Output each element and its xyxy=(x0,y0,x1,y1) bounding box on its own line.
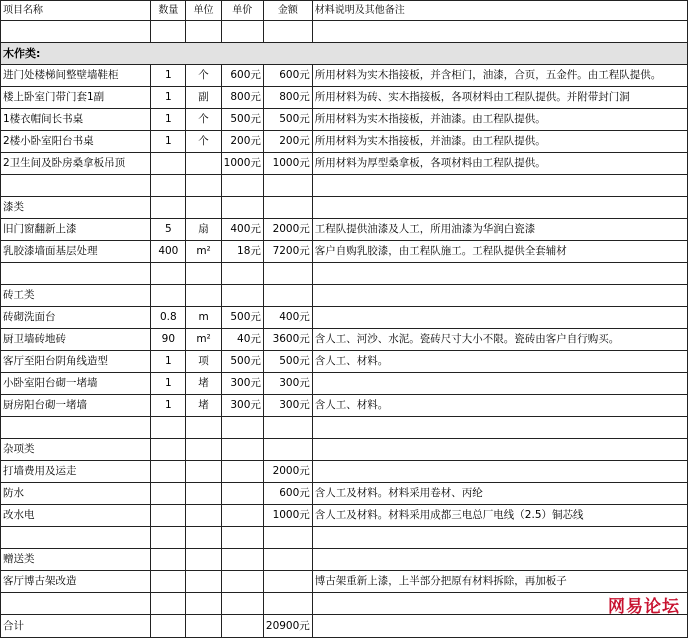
item-unit: m² xyxy=(186,241,221,263)
item-price: 800元 xyxy=(221,87,263,109)
item-price xyxy=(221,461,263,483)
item-qty: 1 xyxy=(151,109,186,131)
table-row xyxy=(1,87,688,109)
total-label: 合计 xyxy=(1,615,151,638)
item-amount: 400元 xyxy=(263,307,312,329)
blank-row xyxy=(1,21,688,43)
item-note: 所用材料为砖、实木指接板，各项材料由工程队提供。并附带封门洞 xyxy=(312,87,687,109)
section-label: 砖工类 xyxy=(1,285,151,307)
item-qty xyxy=(151,505,186,527)
item-note: 含人工、材料。 xyxy=(312,395,687,417)
item-note: 所用材料为实木指接板，并油漆。由工程队提供。 xyxy=(312,131,687,153)
section-qi xyxy=(1,197,688,219)
header-qty: 数量 xyxy=(151,1,186,21)
table-row xyxy=(1,131,688,153)
item-unit xyxy=(186,571,221,593)
item-name: 楼上卧室门带门套1副 xyxy=(1,87,151,109)
table-row xyxy=(1,329,688,351)
blank-row xyxy=(1,527,688,549)
item-qty: 5 xyxy=(151,219,186,241)
item-note: 客户自购乳胶漆，由工程队施工。工程队提供全套辅材 xyxy=(312,241,687,263)
header-row xyxy=(1,1,688,21)
item-qty: 1 xyxy=(151,395,186,417)
item-qty xyxy=(151,483,186,505)
item-note: 含人工、河沙、水泥。瓷砖尺寸大小不限。瓷砖由客户自行购买。 xyxy=(312,329,687,351)
item-price xyxy=(221,505,263,527)
table-row xyxy=(1,505,688,527)
item-amount: 500元 xyxy=(263,109,312,131)
item-note xyxy=(312,373,687,395)
item-note: 博古架重新上漆，上半部分把原有材料拆除，再加板子 xyxy=(312,571,687,593)
item-unit: 扇 xyxy=(186,219,221,241)
item-name: 进门处楼梯间整壁墙鞋柜 xyxy=(1,65,151,87)
item-amount: 800元 xyxy=(263,87,312,109)
item-price: 300元 xyxy=(221,373,263,395)
item-note: 含人工及材料。材料采用卷材、丙纶 xyxy=(312,483,687,505)
item-note: 所用材料为实木指接板，并含柜门，油漆，合页，五金件。由工程队提供。 xyxy=(312,65,687,87)
watermark-logo: 网易论坛 xyxy=(608,597,680,617)
item-qty: 0.8 xyxy=(151,307,186,329)
item-amount: 600元 xyxy=(263,483,312,505)
table-row xyxy=(1,65,688,87)
item-note: 含人工及材料。材料采用成都三电总厂电线（2.5）铜芯线 xyxy=(312,505,687,527)
item-amount: 3600元 xyxy=(263,329,312,351)
section-label: 赠送类 xyxy=(1,549,151,571)
blank-row xyxy=(1,417,688,439)
item-amount: 7200元 xyxy=(263,241,312,263)
item-price: 1000元 xyxy=(221,153,263,175)
item-name: 防水 xyxy=(1,483,151,505)
section-label: 木作类: xyxy=(1,43,688,65)
table-row xyxy=(1,307,688,329)
item-name: 小卧室阳台砌一堵墙 xyxy=(1,373,151,395)
item-amount: 1000元 xyxy=(263,505,312,527)
table-row xyxy=(1,395,688,417)
item-note xyxy=(312,461,687,483)
item-amount: 200元 xyxy=(263,131,312,153)
item-note: 所用材料为厚型桑拿板，各项材料由工程队提供。 xyxy=(312,153,687,175)
item-qty xyxy=(151,153,186,175)
table-row xyxy=(1,153,688,175)
item-name: 1楼衣帽间长书桌 xyxy=(1,109,151,131)
item-unit xyxy=(186,461,221,483)
item-name: 2楼小卧室阳台书桌 xyxy=(1,131,151,153)
item-unit xyxy=(186,505,221,527)
section-mucai xyxy=(1,43,688,65)
header-amount: 金额 xyxy=(263,1,312,21)
blank-row xyxy=(1,593,688,615)
table-row xyxy=(1,241,688,263)
item-price xyxy=(221,571,263,593)
item-price: 40元 xyxy=(221,329,263,351)
section-zhuan xyxy=(1,285,688,307)
header-note: 材料说明及其他备注 xyxy=(312,1,687,21)
section-zengsong xyxy=(1,549,688,571)
header-unit: 单位 xyxy=(186,1,221,21)
item-name: 客厅至阳台阴角线造型 xyxy=(1,351,151,373)
item-unit xyxy=(186,153,221,175)
item-qty: 90 xyxy=(151,329,186,351)
item-unit: 个 xyxy=(186,131,221,153)
item-name: 砖砌洗面台 xyxy=(1,307,151,329)
item-qty: 1 xyxy=(151,131,186,153)
item-amount: 600元 xyxy=(263,65,312,87)
item-unit xyxy=(186,483,221,505)
item-unit: 堵 xyxy=(186,395,221,417)
item-price: 400元 xyxy=(221,219,263,241)
item-name: 乳胶漆墙面基层处理 xyxy=(1,241,151,263)
item-unit: m xyxy=(186,307,221,329)
item-note: 含人工、材料。 xyxy=(312,351,687,373)
table-row xyxy=(1,483,688,505)
header-name: 项目名称 xyxy=(1,1,151,21)
table-row xyxy=(1,373,688,395)
item-unit: 项 xyxy=(186,351,221,373)
item-amount: 300元 xyxy=(263,395,312,417)
item-price: 200元 xyxy=(221,131,263,153)
item-amount: 1000元 xyxy=(263,153,312,175)
item-note: 工程队提供油漆及人工，所用油漆为华润白瓷漆 xyxy=(312,219,687,241)
table-row xyxy=(1,109,688,131)
item-price: 500元 xyxy=(221,351,263,373)
item-name: 客厅博古架改造 xyxy=(1,571,151,593)
item-price: 500元 xyxy=(221,109,263,131)
table-row xyxy=(1,351,688,373)
total-amount: 20900元 xyxy=(263,615,312,638)
item-qty xyxy=(151,571,186,593)
item-price: 500元 xyxy=(221,307,263,329)
item-name: 打墙费用及运走 xyxy=(1,461,151,483)
section-label: 漆类 xyxy=(1,197,151,219)
total-row xyxy=(1,615,688,638)
item-price: 18元 xyxy=(221,241,263,263)
item-name: 改水电 xyxy=(1,505,151,527)
item-price xyxy=(221,483,263,505)
item-name: 旧门窗翻新上漆 xyxy=(1,219,151,241)
item-qty: 1 xyxy=(151,351,186,373)
blank-row xyxy=(1,263,688,285)
item-amount: 300元 xyxy=(263,373,312,395)
item-price: 600元 xyxy=(221,65,263,87)
item-amount: 2000元 xyxy=(263,219,312,241)
table-row xyxy=(1,219,688,241)
item-amount: 2000元 xyxy=(263,461,312,483)
item-note xyxy=(312,307,687,329)
blank-row xyxy=(1,175,688,197)
item-name: 厨房阳台砌一堵墙 xyxy=(1,395,151,417)
item-qty: 1 xyxy=(151,65,186,87)
item-unit: 堵 xyxy=(186,373,221,395)
item-unit: 个 xyxy=(186,109,221,131)
item-name: 2卫生间及卧房桑拿板吊顶 xyxy=(1,153,151,175)
item-price: 300元 xyxy=(221,395,263,417)
item-name: 厨卫墙砖地砖 xyxy=(1,329,151,351)
table-row xyxy=(1,461,688,483)
header-price: 单价 xyxy=(221,1,263,21)
item-qty: 1 xyxy=(151,87,186,109)
item-note: 所用材料为实木指接板，并油漆。由工程队提供。 xyxy=(312,109,687,131)
item-amount xyxy=(263,571,312,593)
section-label: 杂项类 xyxy=(1,439,151,461)
section-zaxiang xyxy=(1,439,688,461)
item-amount: 500元 xyxy=(263,351,312,373)
table-row xyxy=(1,571,688,593)
item-qty: 400 xyxy=(151,241,186,263)
item-qty xyxy=(151,461,186,483)
item-unit: 副 xyxy=(186,87,221,109)
item-qty: 1 xyxy=(151,373,186,395)
item-unit: 个 xyxy=(186,65,221,87)
item-unit: m² xyxy=(186,329,221,351)
